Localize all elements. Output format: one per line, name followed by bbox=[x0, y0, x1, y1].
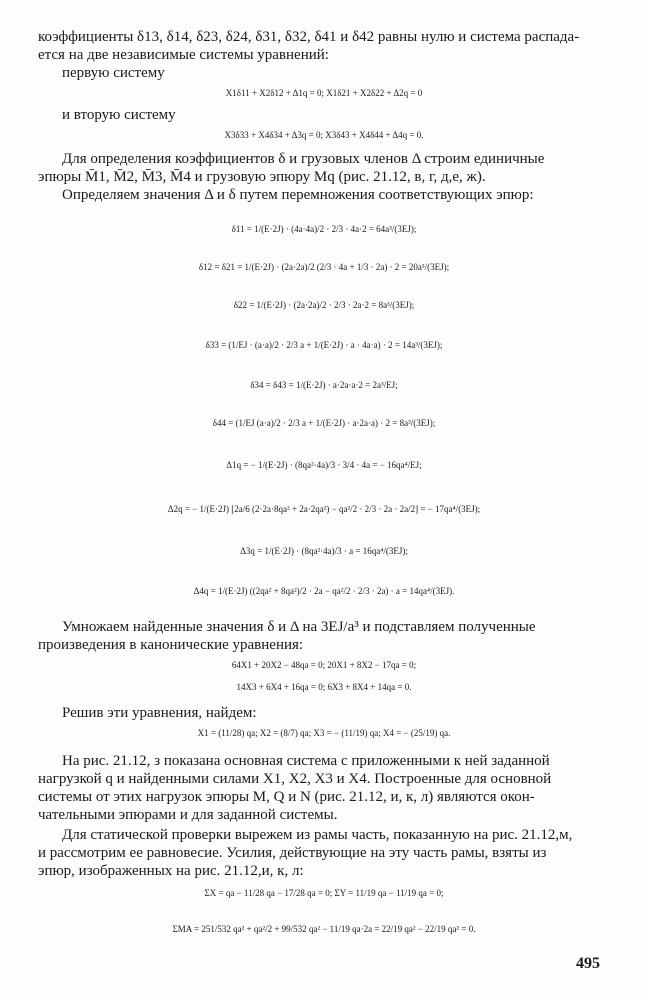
text-line: эпюры M̄1, M̄2, M̄3, M̄4 и грузовую эпюру Mq (рис. 21.12, в, г, д,е, ж). bbox=[38, 169, 486, 185]
equation: Δ2q = − 1/(E·2J) [2a/6 (2·2a·8qa² + 2a·2qa²) − qa²/2 · 2/3 · 2a · 2a/2] = − 17qa⁴/(3EJ); bbox=[167, 504, 481, 514]
equation: δ11 = 1/(E·2J) · (4a·4a)/2 · 2/3 · 4a·2 = 64a³/(3EJ); bbox=[231, 224, 417, 234]
equation: ΣMA = 251/532 qa² + qa²/2 + 99/532 qa² − 11/19 qa·2a = 22/19 qa² − 22/19 qa² = 0. bbox=[172, 924, 476, 934]
text-line: нагрузкой q и найденными силами X1, X2, X3 и X4. Построенные для основной bbox=[38, 771, 552, 787]
text-line: Определяем значения Δ и δ путем перемножения соответствующих эпюр: bbox=[62, 187, 534, 203]
text-line: и вторую систему bbox=[62, 107, 176, 123]
text-line: ется на две независимые системы уравнений: bbox=[38, 47, 329, 63]
text-line: и рассмотрим ее равновесие. Усилия, действующие на эту часть рамы, взяты из bbox=[38, 845, 547, 861]
text-line: Для статической проверки вырежем из рамы часть, показанную на рис. 21.12,м, bbox=[62, 827, 573, 843]
equation: δ34 = δ43 = 1/(E·2J) · a·2a·a·2 = 2a³/EJ; bbox=[250, 380, 398, 390]
equation: δ33 = (1/EJ · (a·a)/2 · 2/3 a + 1/(E·2J) · a · 4a·a) · 2 = 14a³/(3EJ); bbox=[205, 340, 443, 350]
equation: ΣX = qa − 11/28 qa − 17/28 qa = 0; ΣY = 11/19 qa − 11/19 qa = 0; bbox=[204, 888, 444, 898]
text-line: произведения в канонические уравнения: bbox=[38, 637, 304, 653]
equation: Δ3q = 1/(E·2J) · (8qa²·4a)/3 · a = 16qa⁴/(3EJ); bbox=[240, 546, 408, 556]
page-number: 495 bbox=[576, 955, 600, 972]
text-line: Для определения коэффициентов δ и грузовых членов Δ строим единичные bbox=[62, 151, 545, 167]
text-line: Решив эти уравнения, найдем: bbox=[62, 705, 257, 721]
equation: X1δ11 + X2δ12 + Δ1q = 0; X1δ21 + X2δ22 + Δ2q = 0 bbox=[225, 88, 423, 98]
equation: X1 = (11/28) qa; X2 = (8/7) qa; X3 = − (11/19) qa; X4 = − (25/19) qa. bbox=[197, 728, 451, 738]
text-line: На рис. 21.12, з показана основная система с приложенными к ней заданной bbox=[62, 753, 550, 769]
text-line: эпюр, изображенных на рис. 21.12,и, к, л: bbox=[38, 863, 304, 879]
equation: 14X3 + 6X4 + 16qa = 0; 6X3 + 8X4 + 14qa = 0. bbox=[236, 682, 412, 692]
equation: Δ1q = − 1/(E·2J) · (8qa²·4a)/3 · 3/4 · 4a = − 16qa⁴/EJ; bbox=[226, 460, 422, 470]
equation: X3δ33 + X4δ34 + Δ3q = 0; X3δ43 + X4δ44 + Δ4q = 0. bbox=[224, 130, 424, 140]
text-line: чательными эпюрами и для заданной системы. bbox=[38, 807, 338, 823]
text-line: Умножаем найденные значения δ и Δ на 3EJ/a³ и подставляем полученные bbox=[62, 619, 536, 635]
equation: Δ4q = 1/(E·2J) ((2qa² + 8qa²)/2 · 2a − qa²/2 · 2/3 · 2a) · a = 14qa⁴/(3EJ). bbox=[193, 586, 455, 596]
equation: δ44 = (1/EJ (a·a)/2 · 2/3 a + 1/(E·2J) · a·2a·a) · 2 = 8a³/(3EJ); bbox=[212, 418, 436, 428]
text-line: коэффициенты δ13, δ14, δ23, δ24, δ31, δ32, δ41 и δ42 равны нулю и система распада- bbox=[38, 29, 580, 45]
equation: δ12 = δ21 = 1/(E·2J) · (2a·2a)/2 (2/3 · 4a + 1/3 · 2a) · 2 = 20a³/(3EJ); bbox=[198, 262, 450, 272]
text-line: первую систему bbox=[62, 65, 165, 81]
text-line: системы от этих нагрузок эпюры M, Q и N (рис. 21.12, и, к, л) являются окон- bbox=[38, 789, 535, 805]
equation: 64X1 + 20X2 − 48qa = 0; 20X1 + 8X2 − 17qa = 0; bbox=[231, 660, 417, 670]
equation: δ22 = 1/(E·2J) · (2a·2a)/2 · 2/3 · 2a·2 = 8a³/(3EJ); bbox=[233, 300, 415, 310]
